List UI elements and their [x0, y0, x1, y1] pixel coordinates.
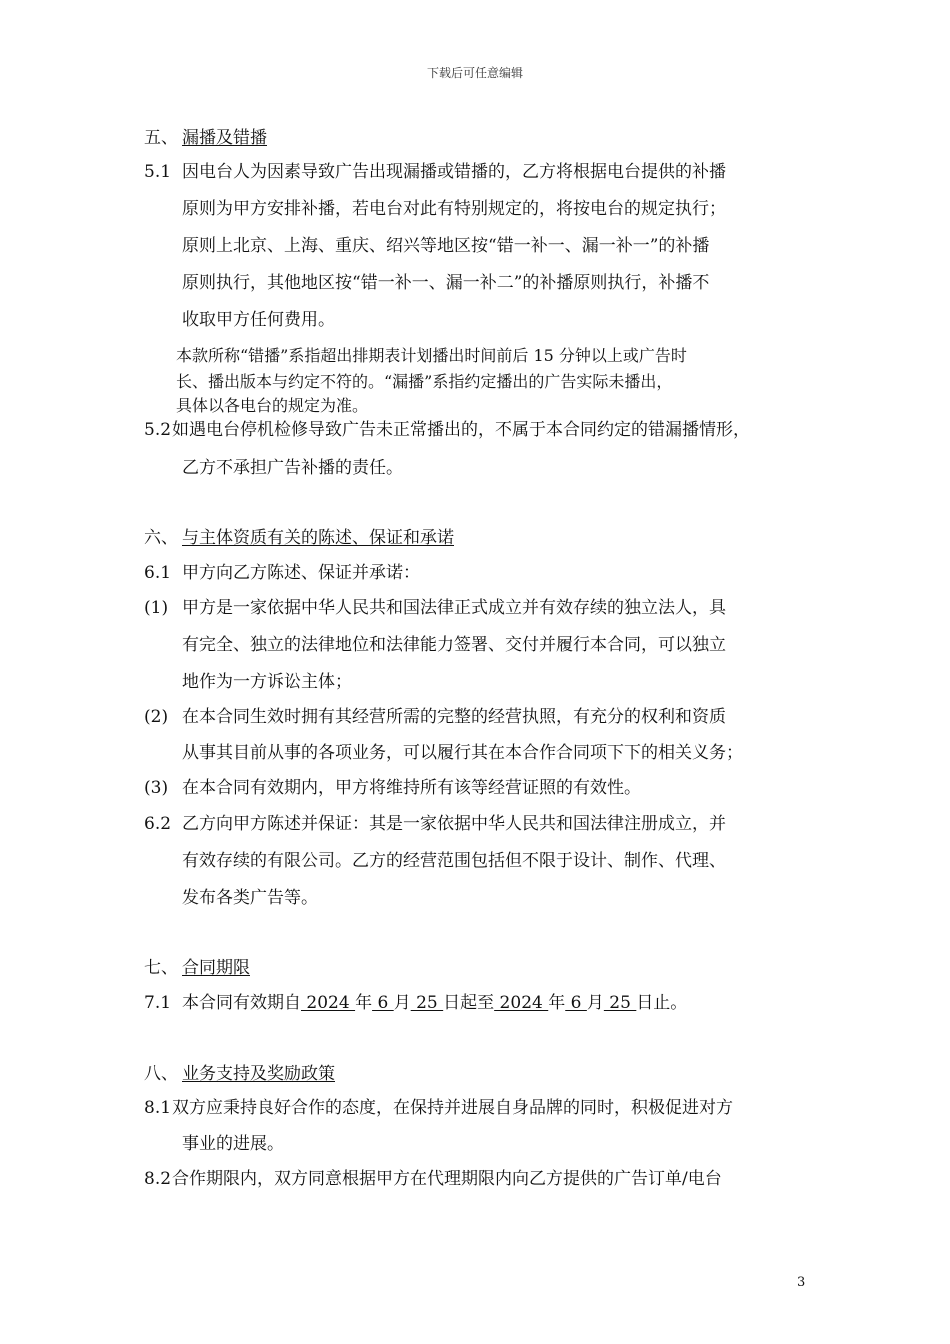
definition-text: 本款所称“错播”系指超出排期表计划播出时间前后 15 分钟以上或广告时 — [176, 346, 687, 365]
clause-text: 有效存续的有限公司。乙方的经营范围包括但不限于设计、制作、代理、 — [182, 851, 726, 871]
clause-text: 双方应秉持良好合作的态度，在保持并进展自身品牌的同时，积极促进对方 — [172, 1098, 733, 1118]
item-text: 在本合同生效时拥有其经营所需的完整的经营执照，有充分的权利和资质 — [182, 707, 726, 727]
item-text: 从事其目前从事的各项业务，可以履行其在本合作合同项下下的相关义务； — [182, 743, 743, 763]
clause-number: 6.1 — [144, 563, 172, 583]
clause-text: 因电台人为因素导致广告出现漏播或错播的，乙方将根据电台提供的补播 — [182, 162, 726, 182]
section-number: 五、 — [144, 128, 178, 148]
item-text: 在本合同有效期内，甲方将维持所有该等经营证照的有效性。 — [182, 778, 641, 798]
section-title: 合同期限 — [182, 958, 250, 978]
section-number: 七、 — [144, 958, 178, 978]
end-year: 2024 — [494, 993, 549, 1013]
item-number: (1) — [144, 598, 169, 618]
year-char: 年 — [548, 993, 566, 1013]
item-text: 有完全、独立的法律地位和法律能力签署、交付并履行本合同，可以独立 — [182, 635, 726, 655]
item-text: 甲方是一家依据中华人民共和国法律正式成立并有效存续的独立法人，具 — [182, 598, 726, 618]
section-number: 八、 — [144, 1064, 178, 1084]
item-text: 地作为一方诉讼主体； — [182, 672, 352, 692]
item-number: (3) — [144, 778, 169, 798]
clause-text: 原则为甲方安排补播，若电台对此有特别规定的，将按电台的规定执行； — [182, 199, 726, 219]
clause-text: 乙方向甲方陈述并保证：其是一家依据中华人民共和国法律注册成立，并 — [182, 814, 726, 834]
start-day: 25 — [410, 993, 444, 1013]
clause-number: 8.1 — [144, 1098, 172, 1118]
clause-text: 原则执行，其他地区按“错一补一、漏一补二”的补播原则执行，补播不 — [182, 273, 710, 293]
clause-text: 事业的进展。 — [182, 1134, 284, 1154]
term-prefix: 本合同有效期自 — [182, 993, 301, 1013]
item-number: (2) — [144, 707, 169, 727]
header-note: 下载后可任意编辑 — [426, 66, 523, 80]
month-char: 月 — [586, 993, 604, 1013]
definition-text: 长、播出版本与约定不符的。“漏播”系指约定播出的广告实际未播出， — [176, 372, 673, 391]
section-title: 漏播及错播 — [182, 128, 267, 148]
clause-text: 合作期限内，双方同意根据甲方在代理期限内向乙方提供的广告订单/电台 — [172, 1169, 722, 1189]
clause-number: 5.2 — [144, 420, 172, 440]
start-year: 2024 — [301, 993, 356, 1013]
clause-text: 甲方向乙方陈述、保证并承诺： — [182, 563, 420, 583]
start-month: 6 — [372, 993, 394, 1013]
end-day: 25 — [603, 993, 637, 1013]
term-to: 日起至 — [443, 993, 495, 1013]
clause-number: 5.1 — [144, 162, 172, 182]
clause-text: 如遇电台停机检修导致广告未正常播出的，不属于本合同约定的错漏播情形， — [172, 420, 750, 440]
definition-text: 具体以各电台的规定为准。 — [176, 396, 369, 415]
end-month: 6 — [565, 993, 587, 1013]
clause-text: 发布各类广告等。 — [182, 888, 318, 908]
clause-number: 7.1 — [144, 993, 172, 1013]
term-end: 日止。 — [636, 993, 688, 1013]
clause-text: 乙方不承担广告补播的责任。 — [182, 458, 403, 478]
section-title: 与主体资质有关的陈述、保证和承诺 — [182, 528, 454, 548]
month-char: 月 — [393, 993, 411, 1013]
contract-term-text — [182, 993, 687, 1013]
clause-text: 收取甲方任何费用。 — [182, 310, 335, 330]
clause-number: 8.2 — [144, 1169, 172, 1189]
clause-number: 6.2 — [144, 814, 172, 834]
page-number: 3 — [797, 1275, 806, 1290]
section-number: 六、 — [144, 528, 178, 548]
section-title: 业务支持及奖励政策 — [182, 1064, 335, 1084]
year-char: 年 — [355, 993, 373, 1013]
clause-text: 原则上北京、上海、重庆、绍兴等地区按“错一补一、漏一补一”的补播 — [182, 236, 710, 256]
